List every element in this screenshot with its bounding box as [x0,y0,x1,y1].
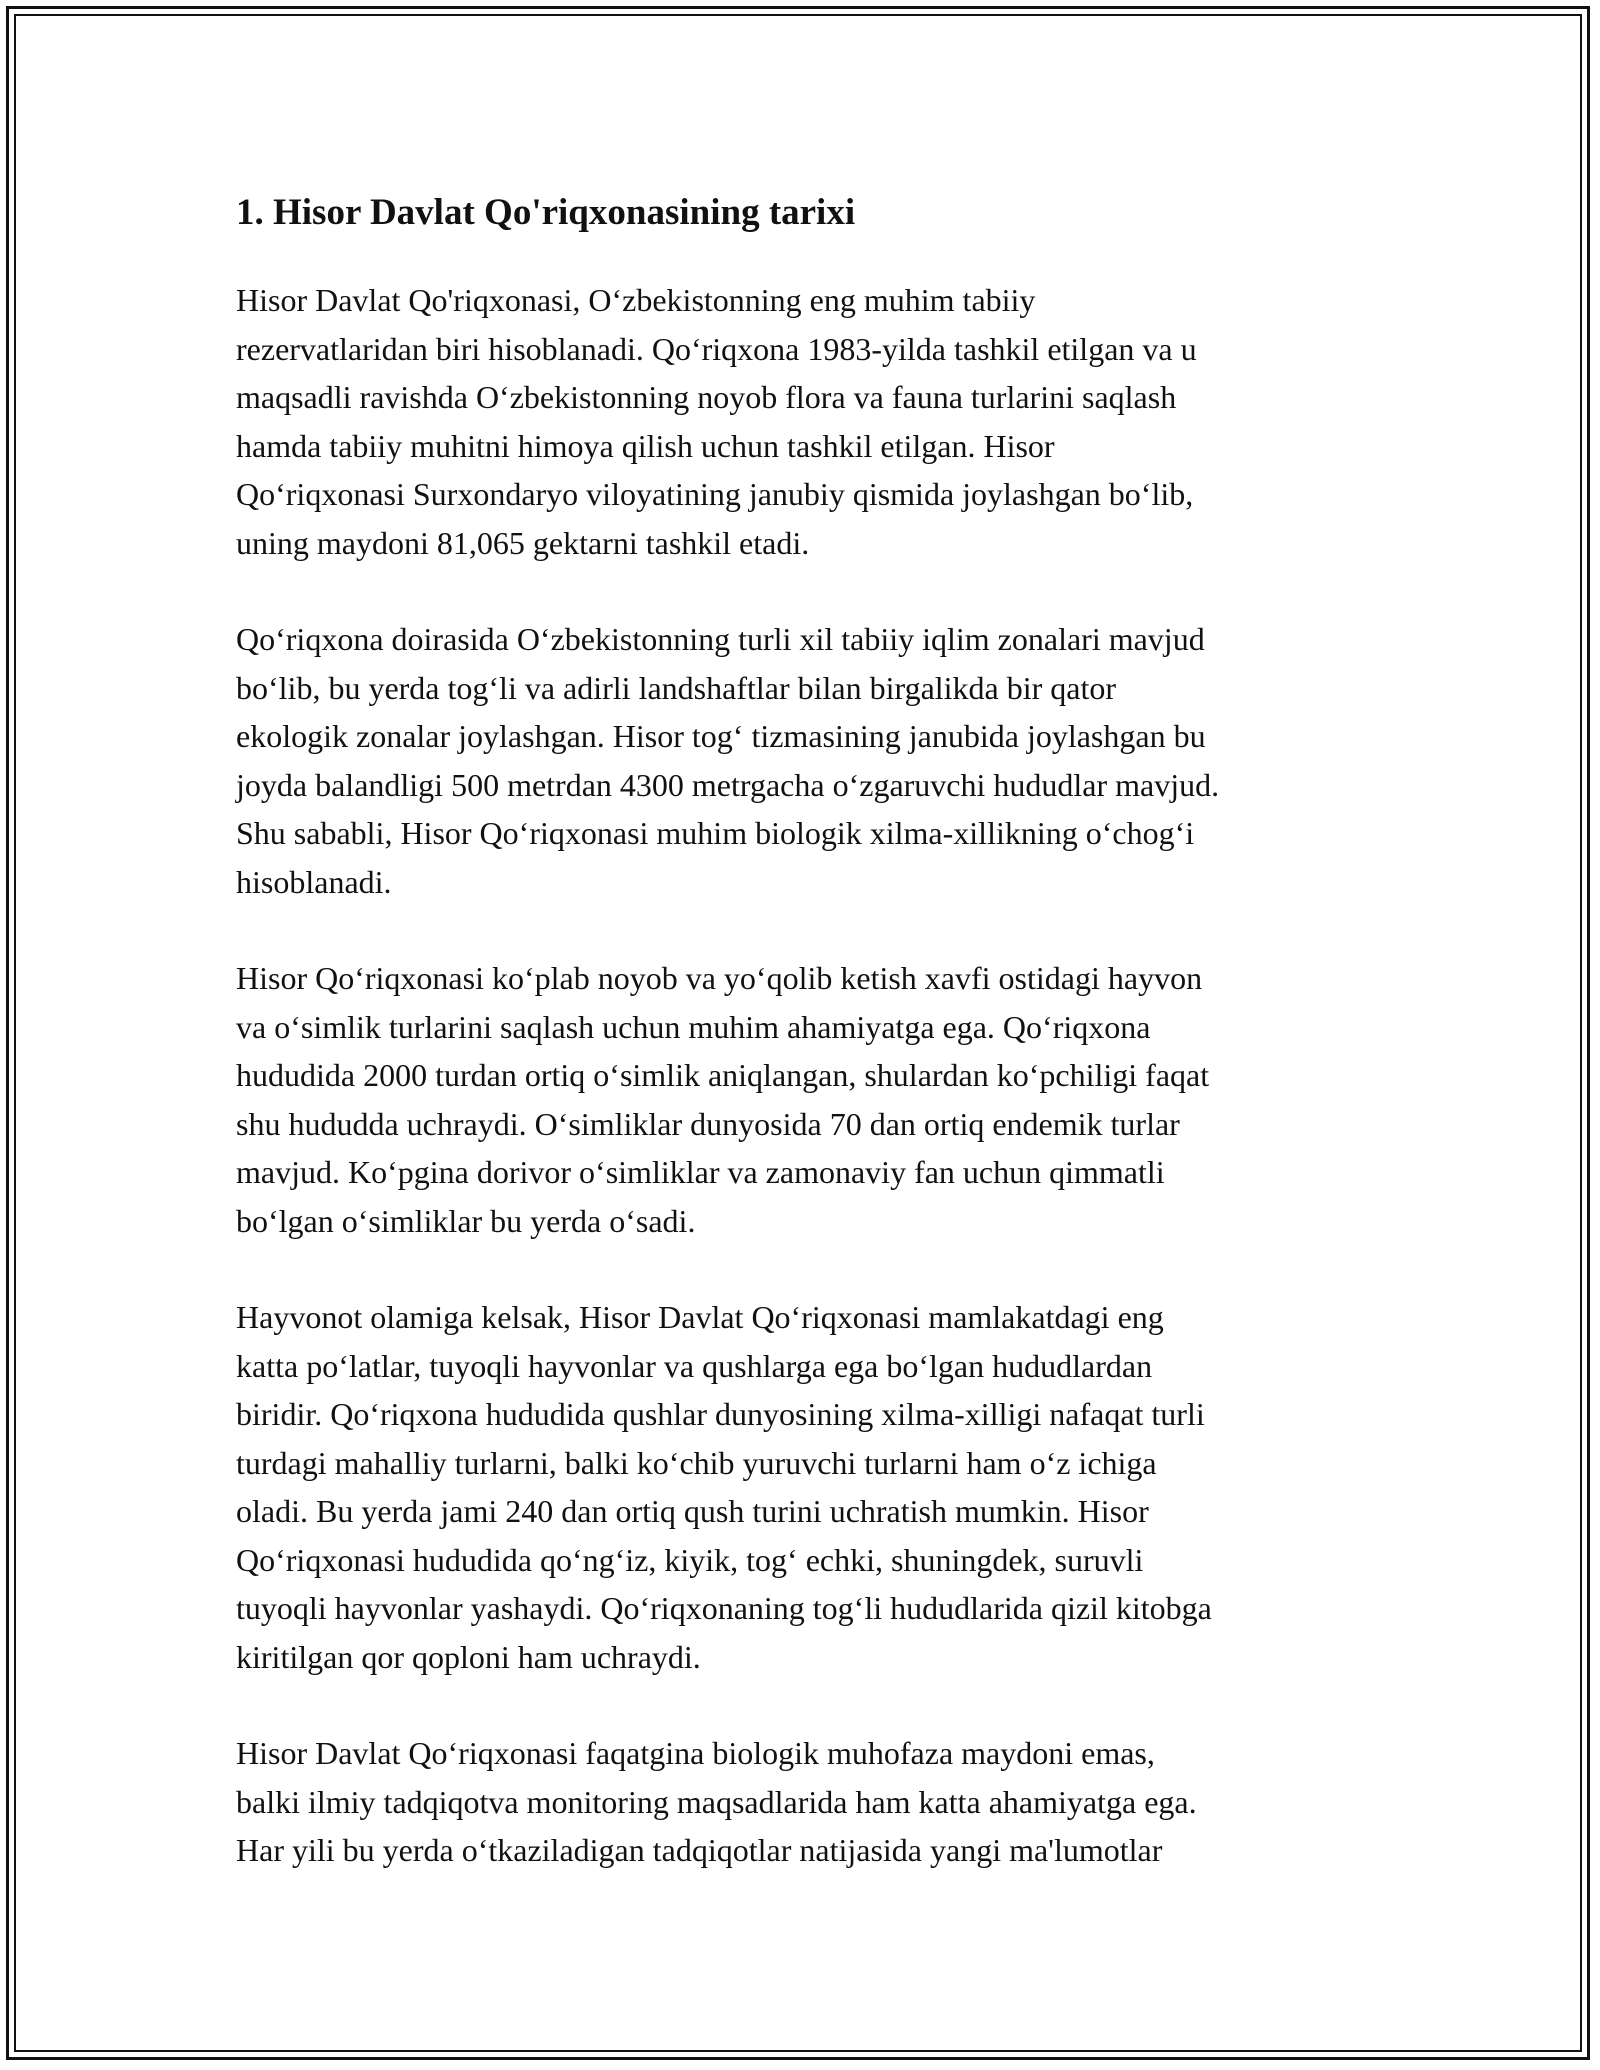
text-line: hududida 2000 turdan ortiq o‘simlik aniqlangan, shulardan ko‘pchiligi faqat [236,1057,1210,1093]
text-line: biridir. Qo‘riqxona hududida qushlar dunyosining xilma-xilligi nafaqat turli [236,1396,1205,1432]
text-line: balki ilmiy tadqiqotva monitoring maqsadlarida ham katta ahamiyatga ega. [236,1783,1197,1820]
text-line: kiritilgan qor qoploni ham uchraydi. [236,1638,701,1675]
text-line: Hisor Qo‘riqxonasi ko‘plab noyob va yo‘qolib ketish xavfi ostidagi hayvon [236,960,1203,996]
text-line: joyda balandligi 500 metrdan 4300 metrgacha o‘zgaruvchi hududlar mavjud. [236,766,1220,803]
text-line: katta po‘latlar, tuyoqli hayvonlar va qushlarga ega bo‘lgan hududlardan [236,1347,1153,1384]
text-line: maqsadli ravishda O‘zbekistonning noyob flora va fauna turlarini saqlash [236,379,1177,415]
text-line: Qo‘riqxonasi hududida qo‘ng‘iz, kiyik, tog‘ echki, shuningdek, suruvli [236,1541,1144,1578]
paragraph-research [236,1729,1366,1875]
text-line: rezervatlaridan biri hisoblanadi. Qo‘riqxona 1983-yilda tashkil etilgan va u [236,330,1197,367]
text-line: va o‘simlik turlarini saqlash uchun muhim ahamiyatga ega. Qo‘riqxona [236,1008,1151,1045]
text-line: Hayvonot olamiga kelsak, Hisor Davlat Qo‘riqxonasi mamlakatdagi eng [236,1299,1164,1335]
text-line: Hisor Davlat Qo'riqxonasi, O‘zbekistonning eng muhim tabiiy [236,282,1036,318]
section-heading: 1. Hisor Davlat Qo'riqxonasining tarixi [236,192,856,233]
text-line: turdagi mahalliy turlarni, balki ko‘chib yuruvchi turlarni ham o‘z ichiga [236,1444,1157,1481]
text-line: ekologik zonalar joylashgan. Hisor tog‘ tizmasining janubida joylashgan bu [236,718,1206,754]
text-line: Qo‘riqxonasi Surxondaryo viloyatining janubiy qismida joylashgan bo‘lib, [236,476,1194,512]
text-line: Qo‘riqxona doirasida O‘zbekistonning turli xil tabiiy iqlim zonalari mavjud [236,621,1205,657]
text-line: uning maydoni 81,065 gektarni tashkil etadi. [236,524,810,561]
paragraph-flora [236,954,1366,1245]
text-line: Hisor Davlat Qo‘riqxonasi faqatgina biologik muhofaza maydoni emas, [236,1735,1155,1771]
paragraph-fauna [236,1293,1366,1681]
document-body [236,186,1366,1923]
text-line: tuyoqli hayvonlar yashaydi. Qo‘riqxonaning tog‘li hududlarida qizil kitobga [236,1590,1212,1626]
paragraph-climate-zones [236,615,1366,906]
text-line: oladi. Bu yerda jami 240 dan ortiq qush turini uchratish mumkin. Hisor [236,1493,1149,1529]
text-line: Shu sababli, Hisor Qo‘riqxonasi muhim biologik xilma-xillikning o‘chog‘i [236,815,1195,851]
text-line: Har yili bu yerda o‘tkaziladigan tadqiqotlar natijasida yangi ma'lumotlar [236,1832,1163,1868]
text-line: bo‘lib, bu yerda tog‘li va adirli landshaftlar bilan birgalikda bir qator [236,669,1117,706]
text-line: mavjud. Ko‘pgina dorivor o‘simliklar va zamonaviy fan uchun qimmatli [236,1154,1165,1190]
text-line: bo‘lgan o‘simliklar bu yerda o‘sadi. [236,1202,696,1239]
text-line: hamda tabiiy muhitni himoya qilish uchun tashkil etilgan. Hisor [236,427,1055,464]
text-line: hisoblanadi. [236,863,392,900]
paragraph-history [236,276,1366,567]
text-line: shu hududda uchraydi. O‘simliklar dunyosida 70 dan ortiq endemik turlar [236,1105,1180,1142]
